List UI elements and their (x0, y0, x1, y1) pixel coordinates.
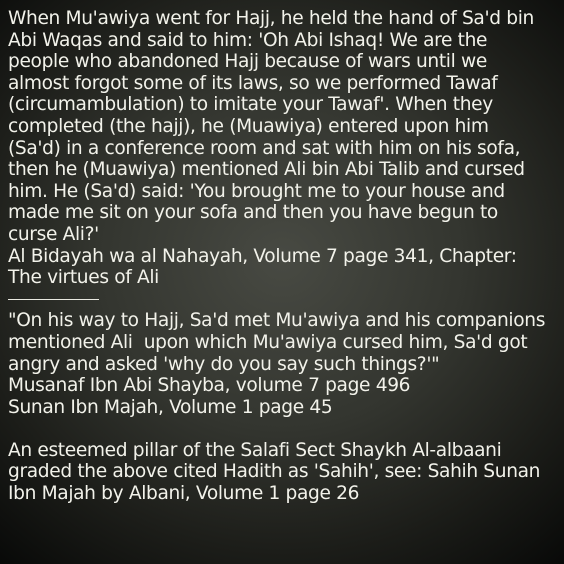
paragraph1-line: curse Ali?' (8, 223, 99, 245)
section-divider (8, 299, 99, 300)
source1-line: Al Bidayah wa al Nahayah, Volume 7 page 341, Chapter: (8, 245, 517, 267)
paragraph2-line: mentioned Ali upon which Mu'awiya cursed him, Sa'd got (8, 331, 528, 353)
source2-line: Musanaf Ibn Abi Shayba, volume 7 page 496 (8, 375, 411, 397)
paragraph1-line: (circumambulation) to imitate your Tawaf'. When they (8, 94, 493, 116)
source2-line: Sunan Ibn Majah, Volume 1 page 45 (8, 396, 333, 418)
paragraph1-line: almost forgot some of its laws, so we performed Tawaf (8, 72, 498, 94)
quote-text-block (8, 8, 560, 505)
paragraph2-line: angry and asked 'why do you say such things?'" (8, 353, 440, 375)
paragraph3-line: Ibn Majah by Albani, Volume 1 page 26 (8, 483, 360, 505)
paragraph3-line: An esteemed pillar of the Salafi Sect Shaykh Al-albaani (8, 439, 502, 461)
paragraph-gap (8, 418, 560, 440)
source1-line: The virtues of Ali (8, 267, 160, 289)
paragraph2-line: "On his way to Hajj, Sa'd met Mu'awiya and his companions (8, 310, 546, 332)
paragraph1-line: then he (Muawiya) mentioned Ali bin Abi Talib and cursed (8, 159, 525, 181)
paragraph3-line: graded the above cited Hadith as 'Sahih', see: Sahih Sunan (8, 461, 541, 483)
paragraph1-line: Abi Waqas and said to him: 'Oh Abi Ishaq! We are the (8, 29, 488, 51)
paragraph1-line: (Sa'd) in a conference room and sat with him on his sofa, (8, 137, 521, 159)
paragraph1-line: him. He (Sa'd) said: 'You brought me to your house and (8, 180, 505, 202)
paragraph1-line: When Mu'awiya went for Hajj, he held the hand of Sa'd bin (8, 8, 534, 29)
paragraph1-line: made me sit on your sofa and then you have begun to (8, 202, 498, 224)
paragraph1-line: completed (the hajj), he (Muawiya) entered upon him (8, 115, 489, 137)
paragraph1-line: people who abandoned Hajj because of wars until we (8, 51, 487, 73)
